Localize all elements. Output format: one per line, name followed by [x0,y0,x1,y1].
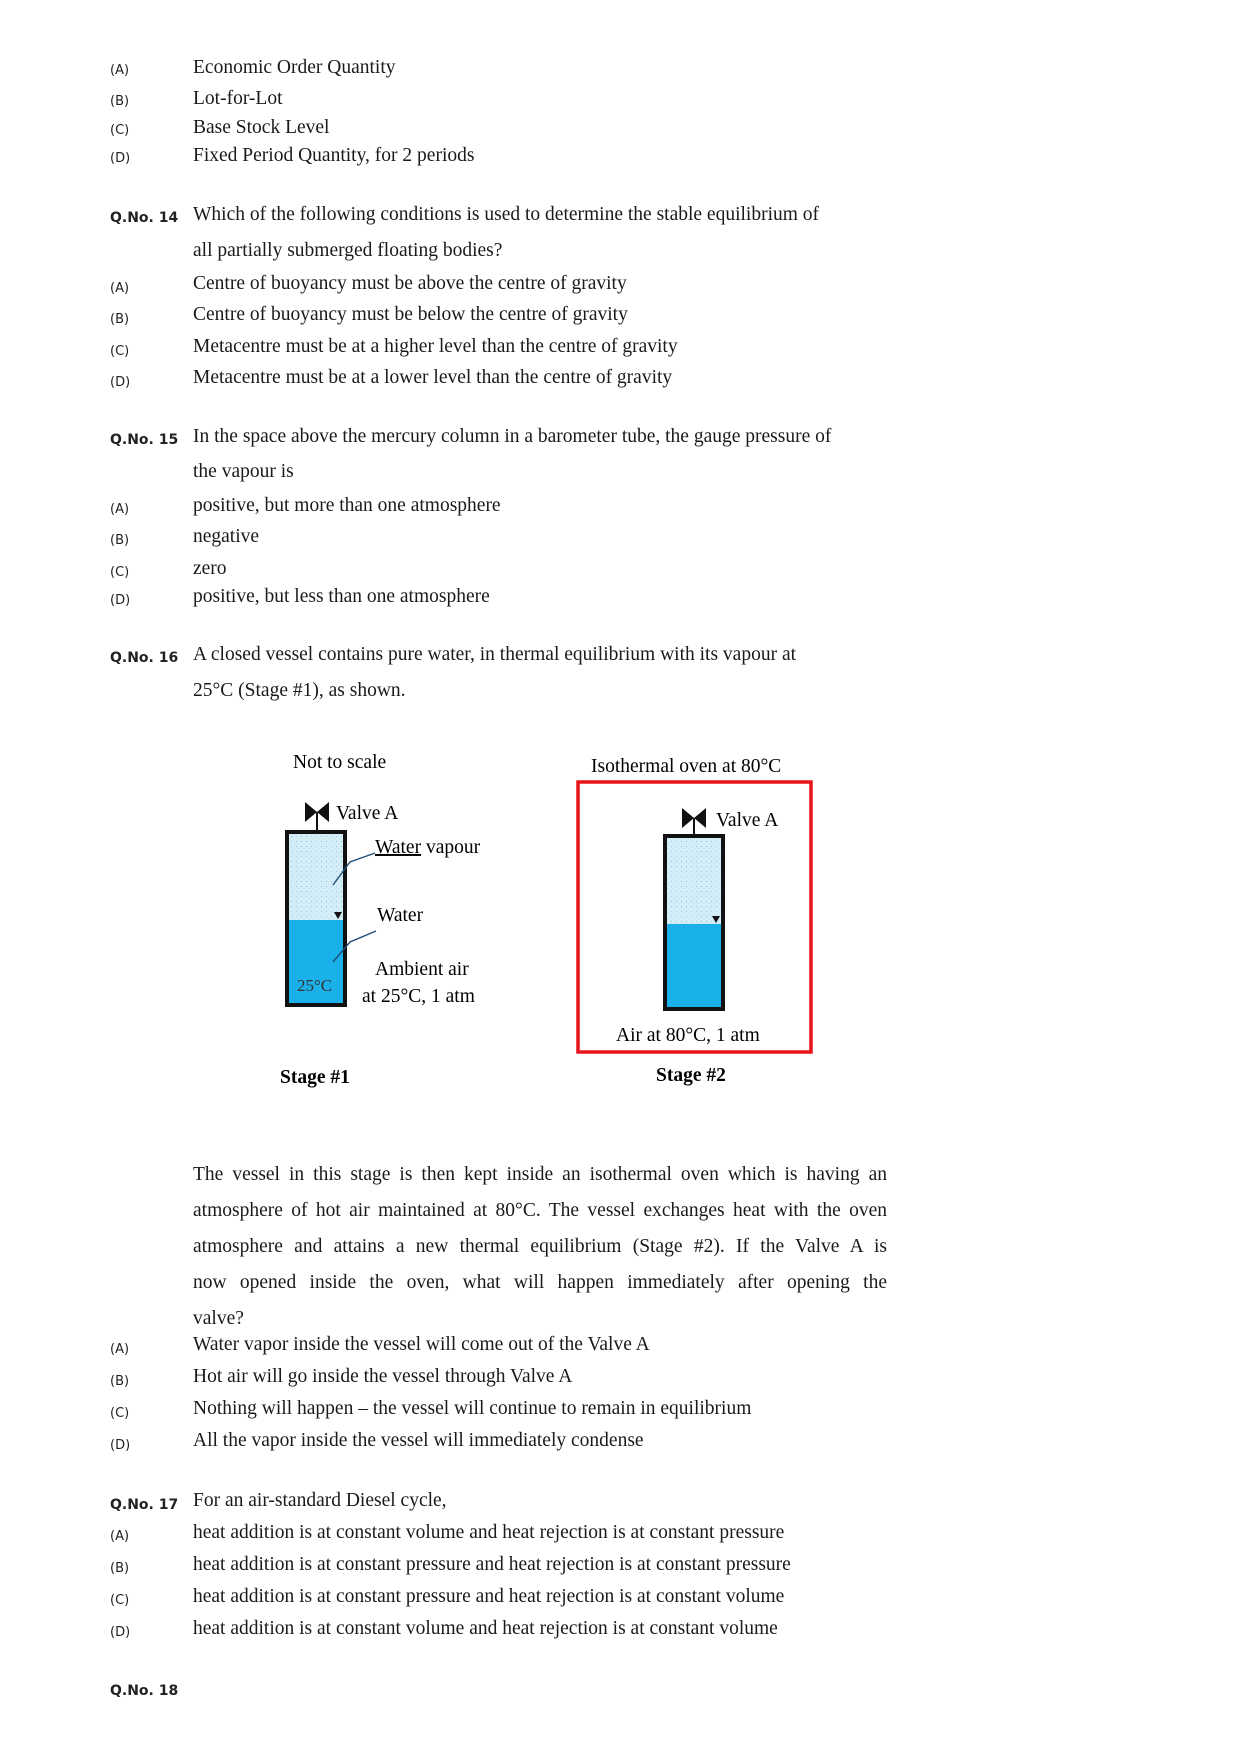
q13-option-d-label: (D) [110,151,131,166]
stage-2-figure [578,756,811,1086]
stage-1-figure [280,752,481,1088]
q16-paragraph [193,1157,887,1337]
ambient-air-label: Ambient air [375,959,469,980]
q13-option-d-text: Fixed Period Quantity, for 2 periods [193,145,475,166]
question-number: Q.No. 14 [110,210,179,226]
water-vapour-label [375,837,481,858]
option-a-text: positive, but more than one atmosphere [193,495,501,516]
water-label: Water [377,905,424,926]
option-d-text: All the vapor inside the vessel will immediately condense [193,1430,644,1451]
option-c-text: Metacentre must be at a higher level than the centre of gravity [193,336,678,357]
question-number: Q.No. 17 [110,1497,179,1513]
paragraph-line: atmosphere and attains a new thermal equilibrium (Stage #2). If the Valve A is [193,1236,887,1257]
option-a-text: Water vapor inside the vessel will come out of the Valve A [193,1334,650,1355]
option-d-label: (D) [110,375,131,390]
question-text-line: In the space above the mercury column in a barometer tube, the gauge pressure of [193,426,832,447]
option-d-label: (D) [110,1438,131,1453]
option-a-text: heat addition is at constant volume and heat rejection is at constant pressure [193,1522,785,1543]
vapour-region [287,832,345,920]
stage-1-caption: Stage #1 [280,1067,350,1088]
paragraph-line: The vessel in this stage is then kept inside an isothermal oven which is having an [193,1164,887,1185]
option-d-text: heat addition is at constant volume and heat rejection is at constant volume [193,1618,778,1639]
oven-title: Isothermal oven at 80°C [591,756,782,777]
option-d-label: (D) [110,1625,131,1640]
stage1-valve-label: Valve A [336,803,399,824]
question-number: Q.No. 16 [110,650,179,666]
question-text-line: A closed vessel contains pure water, in thermal equilibrium with its vapour at [193,644,797,665]
valve-icon [682,808,694,828]
oven-air-label: Air at 80°C, 1 atm [616,1025,760,1046]
question-text-line: Which of the following conditions is used to determine the stable equilibrium of [193,204,820,225]
option-d-text: positive, but less than one atmosphere [193,586,490,607]
option-c-text: zero [193,558,227,579]
valve-icon [317,802,329,822]
question-18-number: Q.No. 18 [110,1683,179,1699]
not-to-scale-label: Not to scale [293,752,387,773]
option-c-label: (C) [110,344,130,359]
option-c-label: (C) [110,1406,130,1421]
valve-icon [305,802,317,822]
paragraph-line: valve? [193,1308,244,1329]
question-number: Q.No. 15 [110,432,179,448]
option-c-label: (C) [110,1593,130,1608]
stage1-temp-label: 25°C [297,976,333,995]
stage2-valve-label: Valve A [716,810,779,831]
vapour-region [665,836,723,924]
option-c-text: heat addition is at constant pressure and heat rejection is at constant volume [193,1586,785,1607]
option-a-label: (A) [110,1342,130,1357]
option-b-text: Hot air will go inside the vessel through Valve A [193,1366,573,1387]
q13-option-b-label: (B) [110,94,130,109]
paragraph-line: atmosphere of hot air maintained at 80°C. The vessel exchanges heat with the oven [193,1200,887,1221]
option-a-label: (A) [110,1529,130,1544]
option-b-label: (B) [110,1374,130,1389]
valve-icon [694,808,706,828]
stage-2-caption: Stage #2 [656,1065,726,1086]
option-b-label: (B) [110,1561,130,1576]
ambient-air-conditions-label: at 25°C, 1 atm [362,986,475,1007]
q13-option-c-text: Base Stock Level [193,117,330,138]
option-d-text: Metacentre must be at a lower level than the centre of gravity [193,367,673,388]
option-b-label: (B) [110,312,130,327]
q13-option-b-text: Lot-for-Lot [193,88,283,109]
option-c-text: Nothing will happen – the vessel will continue to remain in equilibrium [193,1398,752,1419]
water-vapour-label-underlined: Water [375,837,422,858]
option-b-text: Centre of buoyancy must be below the centre of gravity [193,304,628,325]
option-a-label: (A) [110,502,130,517]
water-region [665,924,723,1009]
water-vapour-label-rest: vapour [421,837,481,858]
option-c-label: (C) [110,565,130,580]
question-text-line: all partially submerged floating bodies? [193,240,503,261]
q13-option-a-label: (A) [110,63,130,78]
option-b-text: heat addition is at constant pressure and heat rejection is at constant pressure [193,1554,791,1575]
q13-option-a-text: Economic Order Quantity [193,57,396,78]
question-text-line: For an air-standard Diesel cycle, [193,1490,447,1511]
option-b-text: negative [193,526,260,547]
paragraph-line: now opened inside the oven, what will happen immediately after opening the [193,1272,887,1293]
option-a-label: (A) [110,281,130,296]
q13-option-c-label: (C) [110,123,130,138]
option-b-label: (B) [110,533,130,548]
question-text-line: the vapour is [193,461,294,482]
question-text-line: 25°C (Stage #1), as shown. [193,680,406,701]
option-d-label: (D) [110,593,131,608]
option-a-text: Centre of buoyancy must be above the centre of gravity [193,273,627,294]
